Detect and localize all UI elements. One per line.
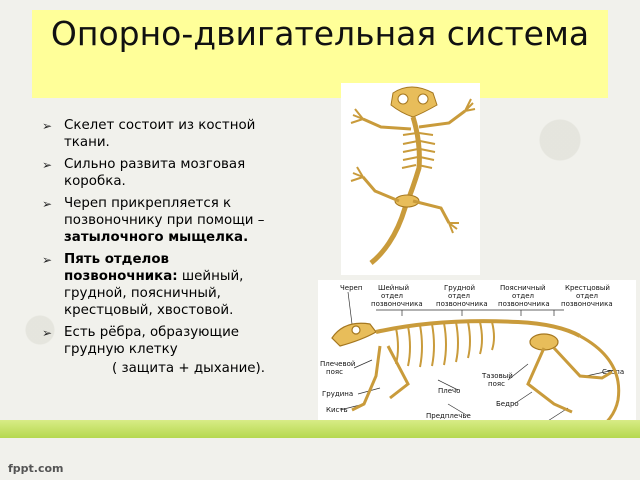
svg-text:позвоночника: позвоночника — [436, 300, 488, 308]
svg-text:пояс: пояс — [488, 380, 505, 388]
list-item: ➢ Скелет состоит из костной ткани. — [42, 118, 256, 150]
svg-text:Стопа: Стопа — [602, 368, 625, 376]
footer-logo[interactable]: fppt.com — [8, 462, 64, 475]
arrow-bullet-icon: ➢ — [42, 253, 53, 267]
list-item: ➢ Пять отделов позвоночника: шейный, грудной, поясничный, крестцовый, хвостовой. — [42, 252, 244, 318]
svg-text:позвоночника: позвоночника — [371, 300, 423, 308]
skeleton-top-view-image — [341, 83, 480, 275]
svg-text:Поясничный: Поясничный — [500, 284, 546, 292]
arrow-bullet-icon: ➢ — [42, 158, 53, 172]
arrow-bullet-icon: ➢ — [42, 197, 53, 211]
svg-text:Грудина: Грудина — [322, 390, 354, 398]
footer — [0, 438, 640, 480]
label-cherep: Череп — [340, 284, 363, 292]
arrow-bullet-icon: ➢ — [42, 326, 53, 340]
svg-text:отдел: отдел — [576, 292, 598, 300]
svg-text:позвоночника: позвоночника — [561, 300, 613, 308]
svg-text:Плечевой: Плечевой — [320, 360, 356, 368]
bullet-list — [42, 117, 282, 382]
svg-text:пояс: пояс — [326, 368, 343, 376]
svg-text:позвоночника: позвоночника — [498, 300, 550, 308]
svg-text:отдел: отдел — [381, 292, 403, 300]
list-item: ➢ Есть рёбра, образующие грудную клетку ( защита + дыхание). — [42, 325, 265, 376]
footer-band — [0, 420, 640, 438]
list-item: ➢ Череп прикрепляется к позвоночнику при помощи – затылочного мыщелка. — [42, 196, 265, 245]
svg-text:отдел: отдел — [448, 292, 470, 300]
svg-text:Предплечье: Предплечье — [426, 412, 471, 420]
list-item: ➢ Сильно развита мозговая коробка. — [42, 157, 246, 189]
svg-text:Бедро: Бедро — [496, 400, 519, 408]
svg-text:Кисть: Кисть — [326, 406, 348, 414]
slide-title: Опорно-двигательная система — [50, 14, 590, 53]
svg-text:Тазовый: Тазовый — [482, 372, 513, 380]
svg-text:Крестцовый: Крестцовый — [565, 284, 610, 292]
svg-text:Плечо: Плечо — [438, 387, 461, 395]
svg-text:отдел: отдел — [512, 292, 534, 300]
svg-text:Грудной: Грудной — [444, 284, 476, 292]
arrow-bullet-icon: ➢ — [42, 119, 53, 133]
bullet-extra: ( защита + дыхание). — [112, 361, 265, 376]
svg-text:Шейный: Шейный — [378, 284, 409, 292]
